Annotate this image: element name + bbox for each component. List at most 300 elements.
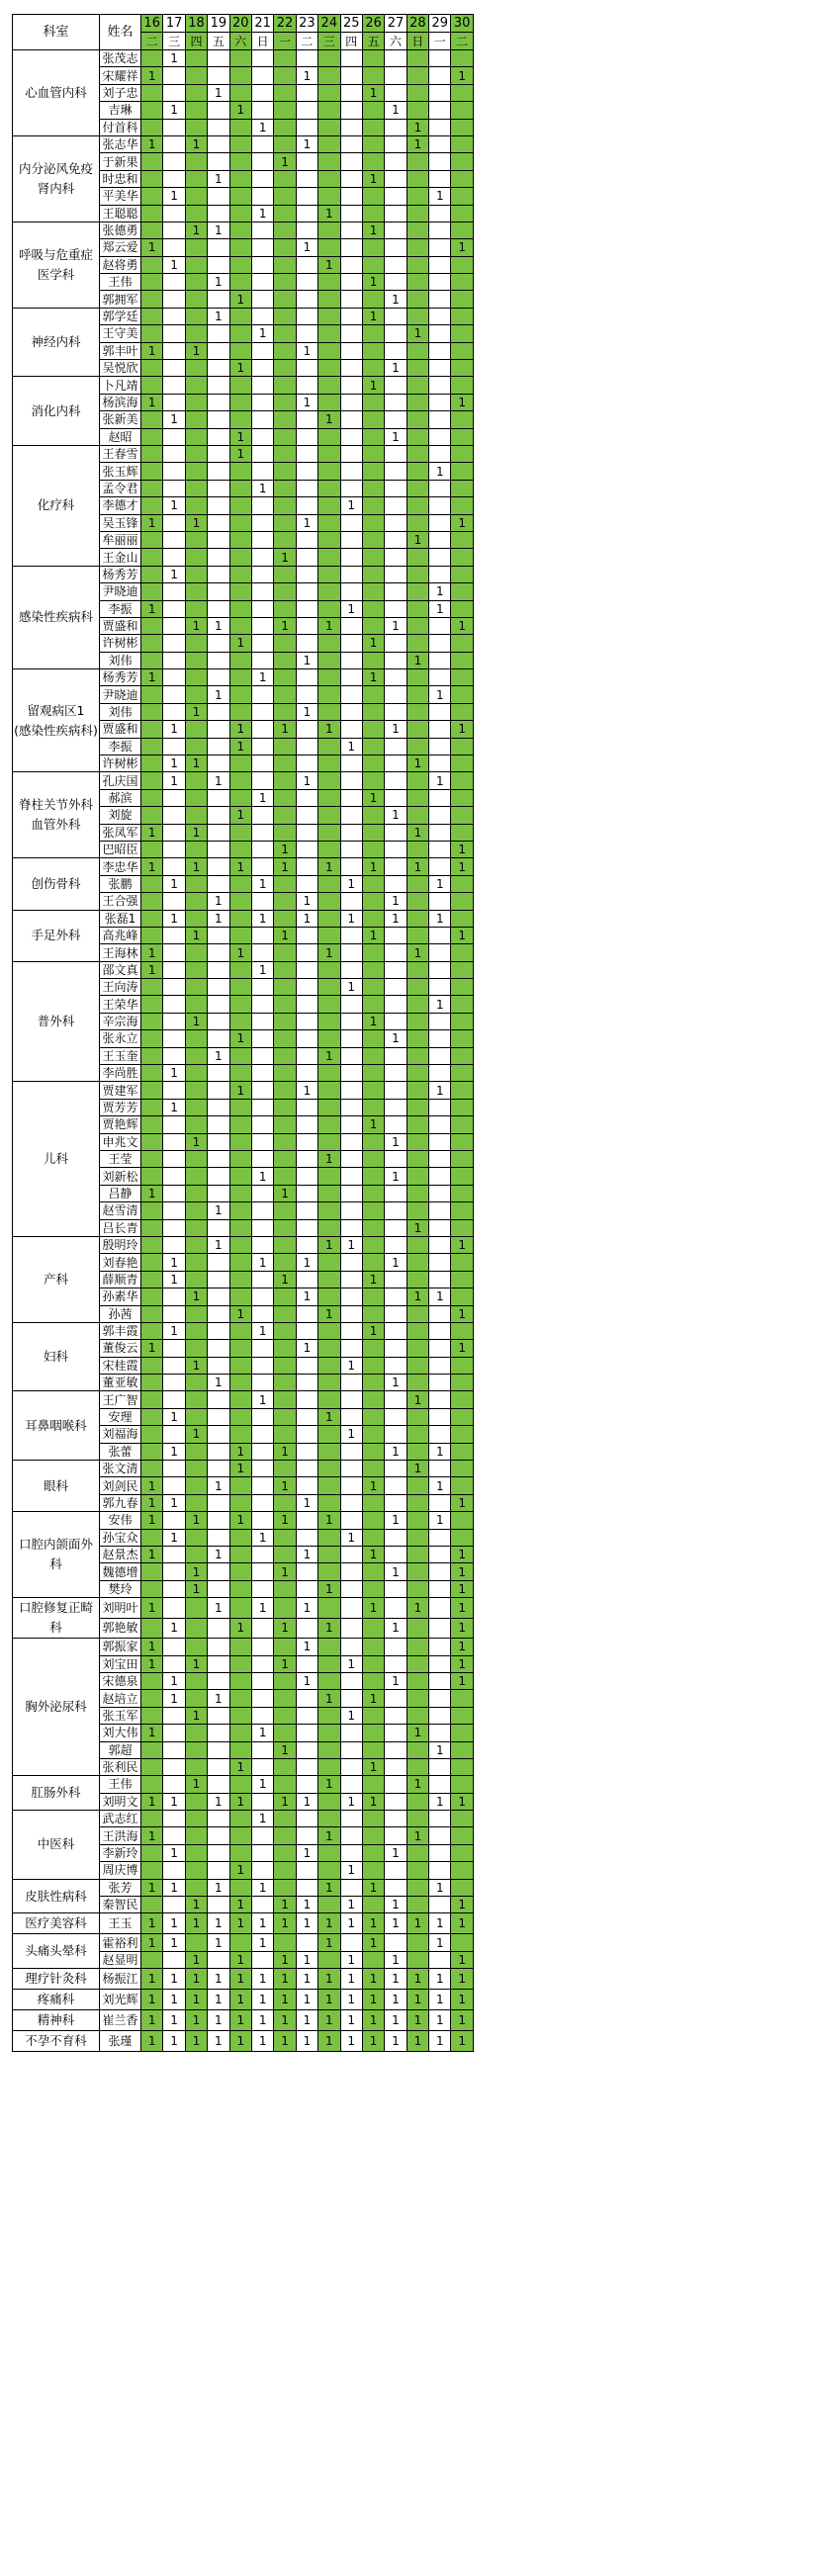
duty-cell (208, 738, 229, 755)
duty-cell (385, 1426, 406, 1443)
duty-cell (429, 445, 451, 462)
duty-cell: 1 (208, 1047, 229, 1064)
staff-name: 李振 (100, 600, 141, 617)
duty-cell: 1 (406, 858, 428, 875)
duty-cell (318, 652, 340, 668)
staff-name: 王洪海 (100, 1827, 141, 1844)
duty-cell: 1 (185, 824, 207, 841)
duty-cell: 1 (451, 1494, 473, 1511)
duty-cell (163, 1391, 185, 1408)
duty-cell (340, 291, 362, 308)
duty-cell (141, 1099, 163, 1115)
duty-cell (185, 1202, 207, 1219)
duty-cell: 1 (318, 2031, 340, 2052)
duty-cell: 1 (163, 188, 185, 205)
duty-cell (208, 996, 229, 1013)
duty-cell: 1 (208, 1477, 229, 1494)
staff-name: 郭丰叶 (100, 342, 141, 359)
duty-cell (251, 1030, 273, 1047)
duty-cell (296, 669, 317, 686)
duty-cell (362, 549, 384, 566)
date-header: 16 (141, 15, 163, 33)
staff-name: 刘明文 (100, 1793, 141, 1810)
staff-name: 张瑾 (100, 2031, 141, 2052)
duty-cell (385, 1477, 406, 1494)
duty-cell (208, 325, 229, 342)
duty-cell (163, 205, 185, 222)
duty-cell (141, 1741, 163, 1758)
duty-cell: 1 (340, 1951, 362, 1968)
duty-cell (141, 1305, 163, 1322)
duty-cell (229, 600, 251, 617)
duty-cell (385, 600, 406, 617)
duty-cell: 1 (185, 1990, 207, 2010)
duty-cell (406, 1546, 428, 1562)
staff-row (13, 1913, 474, 1934)
duty-cell (141, 1375, 163, 1391)
duty-cell (340, 274, 362, 291)
duty-cell (406, 1879, 428, 1896)
duty-cell (362, 617, 384, 634)
duty-cell: 1 (185, 2010, 207, 2031)
duty-cell (318, 50, 340, 67)
duty-cell (229, 1391, 251, 1408)
duty-cell: 1 (274, 858, 296, 875)
duty-cell: 1 (385, 1168, 406, 1185)
duty-cell: 1 (406, 2010, 428, 2031)
duty-cell (318, 1546, 340, 1562)
duty-cell: 1 (451, 239, 473, 256)
duty-cell: 1 (141, 1934, 163, 1951)
duty-cell (208, 531, 229, 548)
staff-row (13, 2010, 474, 2031)
duty-cell (362, 1580, 384, 1597)
duty-cell (251, 1793, 273, 1810)
duty-cell: 1 (451, 1618, 473, 1639)
duty-cell (296, 1811, 317, 1827)
duty-cell (274, 1375, 296, 1391)
department-name: 胸外泌尿科 (13, 1639, 100, 1776)
staff-name: 张鹏 (100, 875, 141, 892)
duty-cell: 1 (429, 996, 451, 1013)
duty-cell (208, 67, 229, 84)
duty-cell (274, 1099, 296, 1115)
duty-cell: 1 (274, 1897, 296, 1913)
duty-cell (406, 1340, 428, 1357)
duty-cell (251, 411, 273, 428)
duty-cell (429, 1408, 451, 1425)
duty-cell (406, 428, 428, 445)
duty-cell (385, 377, 406, 394)
duty-cell (429, 1168, 451, 1185)
duty-cell (251, 222, 273, 238)
duty-cell: 1 (318, 1408, 340, 1425)
duty-cell (163, 893, 185, 910)
duty-cell: 1 (208, 222, 229, 238)
duty-cell (274, 1305, 296, 1322)
duty-cell (451, 102, 473, 119)
staff-name: 申兆文 (100, 1133, 141, 1150)
duty-cell (451, 1811, 473, 1827)
duty-cell (274, 1219, 296, 1236)
duty-cell (229, 1375, 251, 1391)
duty-cell (362, 1862, 384, 1879)
duty-cell: 1 (141, 1494, 163, 1511)
duty-cell (318, 824, 340, 841)
duty-cell (185, 944, 207, 961)
duty-cell (406, 1862, 428, 1879)
duty-cell (318, 1598, 340, 1619)
duty-cell (208, 188, 229, 205)
duty-cell (141, 1862, 163, 1879)
duty-cell: 1 (318, 1305, 340, 1322)
duty-cell (451, 274, 473, 291)
duty-cell: 1 (318, 1580, 340, 1597)
duty-cell (296, 1563, 317, 1580)
duty-cell: 1 (251, 1776, 273, 1793)
staff-name: 张磊1 (100, 910, 141, 927)
staff-name: 吕静 (100, 1185, 141, 1201)
duty-cell: 1 (251, 205, 273, 222)
duty-cell (406, 617, 428, 634)
duty-cell: 1 (296, 1639, 317, 1655)
duty-cell (141, 1951, 163, 1968)
duty-cell (318, 1375, 340, 1391)
duty-cell (185, 377, 207, 394)
duty-cell (451, 497, 473, 514)
duty-cell (451, 1862, 473, 1879)
duty-cell: 1 (451, 1639, 473, 1655)
duty-cell (429, 1844, 451, 1861)
duty-cell: 1 (362, 858, 384, 875)
duty-cell (385, 1151, 406, 1168)
duty-cell (406, 1116, 428, 1133)
duty-cell (318, 686, 340, 703)
duty-cell (451, 480, 473, 496)
duty-cell (362, 583, 384, 600)
duty-cell (229, 1013, 251, 1029)
duty-cell (362, 445, 384, 462)
duty-cell (296, 996, 317, 1013)
duty-cell: 1 (296, 135, 317, 152)
duty-cell (296, 1690, 317, 1707)
staff-row (13, 222, 474, 238)
duty-cell (451, 1690, 473, 1707)
duty-cell (429, 497, 451, 514)
duty-cell (318, 566, 340, 582)
duty-cell: 1 (362, 274, 384, 291)
duty-cell (406, 463, 428, 480)
duty-cell: 1 (385, 1969, 406, 1990)
duty-cell (251, 1618, 273, 1639)
duty-cell (385, 1879, 406, 1896)
duty-cell (229, 789, 251, 806)
duty-cell (274, 1116, 296, 1133)
duty-cell (451, 807, 473, 824)
duty-cell (429, 1672, 451, 1689)
duty-cell (296, 308, 317, 324)
duty-cell (163, 686, 185, 703)
date-header: 26 (362, 15, 384, 33)
department-name: 心血管内科 (13, 50, 100, 136)
staff-name: 赵培立 (100, 1690, 141, 1707)
duty-cell (296, 1202, 317, 1219)
duty-cell (340, 411, 362, 428)
duty-cell (318, 635, 340, 652)
duty-cell (406, 686, 428, 703)
duty-cell (229, 1357, 251, 1374)
duty-cell (429, 1271, 451, 1288)
duty-cell (141, 1580, 163, 1597)
duty-cell (296, 1151, 317, 1168)
duty-cell (451, 996, 473, 1013)
duty-cell (429, 1202, 451, 1219)
weekday-header: 一 (429, 33, 451, 50)
duty-cell (274, 772, 296, 789)
duty-cell (451, 979, 473, 996)
duty-cell (229, 1879, 251, 1896)
duty-cell: 1 (274, 1477, 296, 1494)
duty-cell (251, 1375, 273, 1391)
duty-cell (429, 119, 451, 135)
duty-cell (318, 342, 340, 359)
duty-cell (251, 1844, 273, 1861)
duty-schedule-table (12, 14, 474, 2052)
duty-cell: 1 (385, 1512, 406, 1529)
duty-cell (318, 102, 340, 119)
duty-cell: 1 (318, 858, 340, 875)
duty-cell (208, 1563, 229, 1580)
duty-cell (296, 1618, 317, 1639)
duty-cell: 1 (229, 1758, 251, 1775)
duty-cell (185, 1793, 207, 1810)
duty-cell (296, 222, 317, 238)
duty-cell: 1 (229, 1969, 251, 1990)
duty-cell (208, 428, 229, 445)
duty-cell (251, 1202, 273, 1219)
duty-cell (340, 531, 362, 548)
duty-cell (451, 1030, 473, 1047)
duty-cell (296, 566, 317, 582)
duty-cell: 1 (340, 1655, 362, 1672)
duty-cell (406, 377, 428, 394)
duty-cell (406, 497, 428, 514)
duty-cell: 1 (251, 1725, 273, 1741)
duty-cell (296, 1047, 317, 1064)
duty-cell (274, 67, 296, 84)
duty-cell (318, 789, 340, 806)
staff-name: 安理 (100, 1408, 141, 1425)
duty-cell (451, 1461, 473, 1477)
duty-cell: 1 (451, 1236, 473, 1253)
duty-cell (318, 394, 340, 410)
duty-cell (251, 996, 273, 1013)
duty-cell (208, 1185, 229, 1201)
staff-name: 刘明叶 (100, 1598, 141, 1619)
duty-cell (163, 617, 185, 634)
duty-cell (451, 531, 473, 548)
duty-cell (185, 67, 207, 84)
duty-cell (318, 1133, 340, 1150)
duty-cell (318, 1065, 340, 1082)
duty-cell (318, 875, 340, 892)
duty-cell (406, 1690, 428, 1707)
duty-cell (362, 1065, 384, 1082)
duty-cell: 1 (385, 1951, 406, 1968)
duty-cell (185, 979, 207, 996)
duty-cell (208, 239, 229, 256)
duty-cell (274, 1494, 296, 1511)
duty-cell (141, 841, 163, 857)
duty-cell (406, 1236, 428, 1253)
duty-cell (318, 239, 340, 256)
duty-cell (274, 342, 296, 359)
duty-cell (229, 927, 251, 943)
duty-cell (185, 102, 207, 119)
duty-cell (163, 428, 185, 445)
duty-cell (296, 1030, 317, 1047)
duty-cell (385, 239, 406, 256)
staff-name: 宋德泉 (100, 1672, 141, 1689)
duty-cell (451, 308, 473, 324)
duty-cell (208, 1672, 229, 1689)
duty-cell: 1 (340, 1862, 362, 1879)
staff-name: 牟丽丽 (100, 531, 141, 548)
duty-cell (163, 377, 185, 394)
duty-cell (274, 1639, 296, 1655)
duty-cell (141, 1116, 163, 1133)
duty-cell (340, 1494, 362, 1511)
duty-cell (385, 119, 406, 135)
duty-cell (451, 875, 473, 892)
duty-cell (185, 600, 207, 617)
duty-cell (251, 721, 273, 738)
duty-cell (185, 291, 207, 308)
duty-cell (340, 1185, 362, 1201)
duty-cell: 1 (318, 1913, 340, 1934)
duty-cell: 1 (429, 1793, 451, 1810)
duty-cell (406, 170, 428, 187)
duty-cell (429, 480, 451, 496)
duty-cell (451, 1934, 473, 1951)
duty-cell (340, 1758, 362, 1775)
duty-cell (406, 1133, 428, 1150)
duty-cell: 1 (274, 1563, 296, 1580)
duty-cell (451, 583, 473, 600)
duty-cell (318, 1254, 340, 1271)
staff-name: 王荣华 (100, 996, 141, 1013)
duty-cell (251, 1512, 273, 1529)
duty-cell (251, 135, 273, 152)
duty-cell (296, 1185, 317, 1201)
duty-cell (385, 222, 406, 238)
duty-cell (362, 721, 384, 738)
duty-cell (274, 256, 296, 273)
duty-cell (451, 1322, 473, 1339)
duty-cell (208, 1725, 229, 1741)
duty-cell (362, 480, 384, 496)
duty-cell (208, 1827, 229, 1844)
duty-cell (141, 686, 163, 703)
duty-cell (318, 1672, 340, 1689)
duty-cell (451, 669, 473, 686)
duty-cell (141, 205, 163, 222)
duty-cell (429, 1546, 451, 1562)
duty-cell (229, 772, 251, 789)
duty-cell (429, 1862, 451, 1879)
duty-cell (251, 188, 273, 205)
duty-cell (141, 979, 163, 996)
duty-cell (429, 1047, 451, 1064)
duty-cell (451, 910, 473, 927)
duty-cell (163, 1288, 185, 1305)
duty-cell: 1 (185, 1512, 207, 1529)
duty-cell (385, 325, 406, 342)
duty-cell (340, 1811, 362, 1827)
duty-cell (185, 360, 207, 377)
duty-cell: 1 (318, 1618, 340, 1639)
duty-cell (274, 1254, 296, 1271)
duty-cell (141, 1047, 163, 1064)
duty-cell: 1 (141, 858, 163, 875)
duty-cell (340, 1168, 362, 1185)
duty-cell (385, 1322, 406, 1339)
duty-cell (141, 566, 163, 582)
duty-cell (318, 772, 340, 789)
duty-cell (318, 308, 340, 324)
duty-cell (185, 1639, 207, 1655)
duty-cell (208, 1951, 229, 1968)
duty-cell (429, 1563, 451, 1580)
duty-cell: 1 (429, 1741, 451, 1758)
duty-cell (318, 1655, 340, 1672)
duty-cell: 1 (141, 1185, 163, 1201)
duty-cell (274, 635, 296, 652)
duty-cell (318, 291, 340, 308)
duty-cell (385, 514, 406, 531)
duty-cell (274, 669, 296, 686)
duty-cell (429, 239, 451, 256)
duty-cell: 1 (406, 1827, 428, 1844)
duty-cell (208, 1741, 229, 1758)
duty-cell: 1 (429, 1082, 451, 1099)
duty-cell (163, 824, 185, 841)
duty-cell (406, 1099, 428, 1115)
duty-cell: 1 (141, 135, 163, 152)
duty-cell (208, 1844, 229, 1861)
duty-cell (385, 772, 406, 789)
duty-cell (229, 308, 251, 324)
duty-cell (406, 411, 428, 428)
staff-row (13, 308, 474, 324)
department-name: 疼痛科 (13, 1990, 100, 2010)
duty-cell (251, 1897, 273, 1913)
duty-cell (229, 1322, 251, 1339)
duty-cell (141, 308, 163, 324)
duty-cell (406, 841, 428, 857)
duty-cell: 1 (385, 1844, 406, 1861)
duty-cell (208, 480, 229, 496)
duty-cell (208, 50, 229, 67)
date-header: 18 (185, 15, 207, 33)
duty-cell (251, 170, 273, 187)
duty-cell: 1 (385, 1443, 406, 1460)
duty-cell (274, 824, 296, 841)
duty-cell (229, 377, 251, 394)
duty-cell (141, 497, 163, 514)
duty-cell (362, 135, 384, 152)
duty-cell: 1 (141, 1639, 163, 1655)
